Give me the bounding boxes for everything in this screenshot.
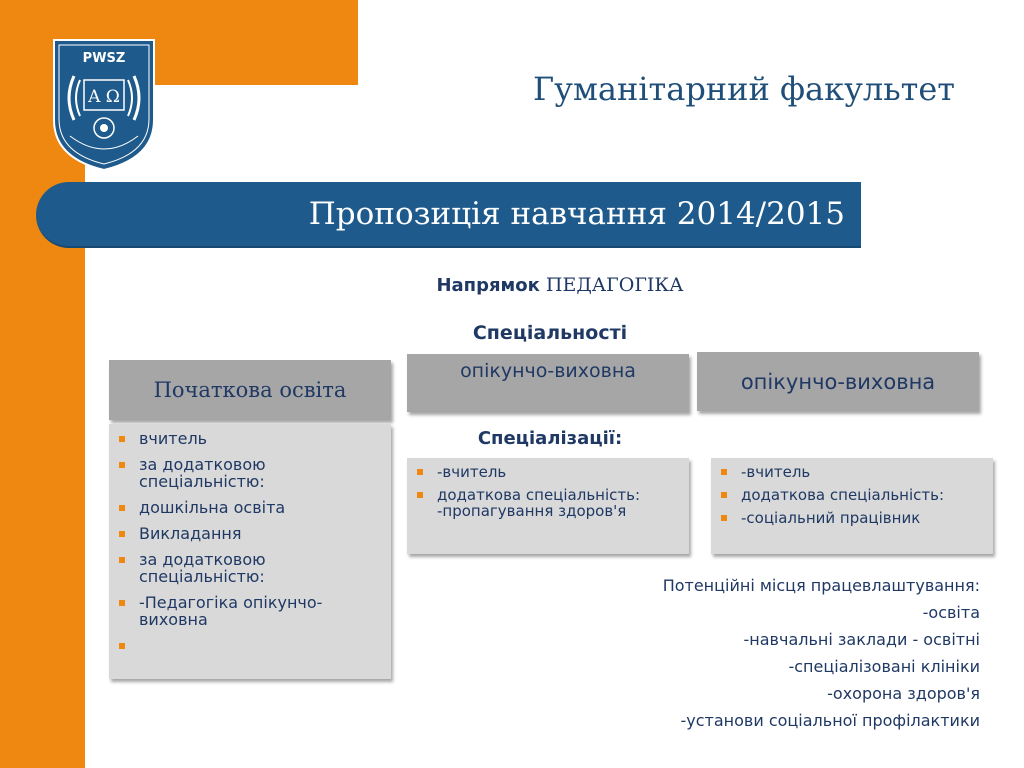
employment-title: Потенційні місця працевлаштування:	[662, 576, 980, 595]
specialty-list-3	[711, 458, 993, 554]
employment-item: -спеціалізовані клініки	[788, 657, 980, 676]
employment-item: -охорона здоров'я	[827, 684, 980, 703]
list-item: вчитель	[117, 430, 383, 447]
specialty-title-1: Початкова освіта	[153, 378, 347, 402]
list-item: -вчитель	[719, 464, 985, 480]
specialty-header-3	[697, 352, 979, 411]
employment-item: -навчальні заклади - освітні	[743, 630, 980, 649]
list-item: додаткова спеціальність:	[719, 487, 985, 503]
employment-block	[520, 572, 980, 734]
direction-value: ПЕДАГОГІКА	[545, 274, 684, 296]
specialty-title-2: опікунчо-виховна	[460, 360, 636, 382]
logo-text: PWSZ	[82, 51, 126, 66]
banner-title: Пропозиція навчання 2014/2015	[308, 196, 845, 232]
direction-label: Напрямок	[436, 275, 540, 296]
specialties-heading: Спеціальності	[472, 322, 628, 344]
specialty-header-2	[407, 354, 689, 412]
title-banner	[36, 182, 861, 248]
list-item: за додатковою спеціальністю:	[117, 456, 383, 490]
list-item: -вчитель	[415, 464, 681, 480]
employment-item: -освіта	[922, 603, 980, 622]
faculty-title: Гуманітарний факультет	[532, 70, 955, 108]
specialty-title-3: опікунчо-виховна	[740, 370, 936, 394]
employment-item: -установи соціальної профілактики	[680, 711, 980, 730]
list-item: -соціальний працівник	[719, 510, 985, 526]
direction-line	[300, 274, 820, 296]
logo-symbol: A Ω	[88, 87, 120, 107]
list-item: за додатковою спеціальністю:	[117, 551, 383, 585]
list-item: -Педагогіка опікунчо-виховна	[117, 594, 383, 628]
specialty-list-1	[109, 424, 391, 679]
list-item	[117, 637, 383, 654]
specialty-list-2	[407, 458, 689, 554]
specialty-header-1	[109, 360, 391, 420]
list-item: Викладання	[117, 525, 383, 542]
university-logo	[50, 36, 158, 174]
list-item: додаткова спеціальність: -пропагування здоров'я	[415, 487, 681, 519]
specializations-heading: Спеціалізації:	[477, 428, 623, 449]
list-item: дошкільна освіта	[117, 499, 383, 516]
